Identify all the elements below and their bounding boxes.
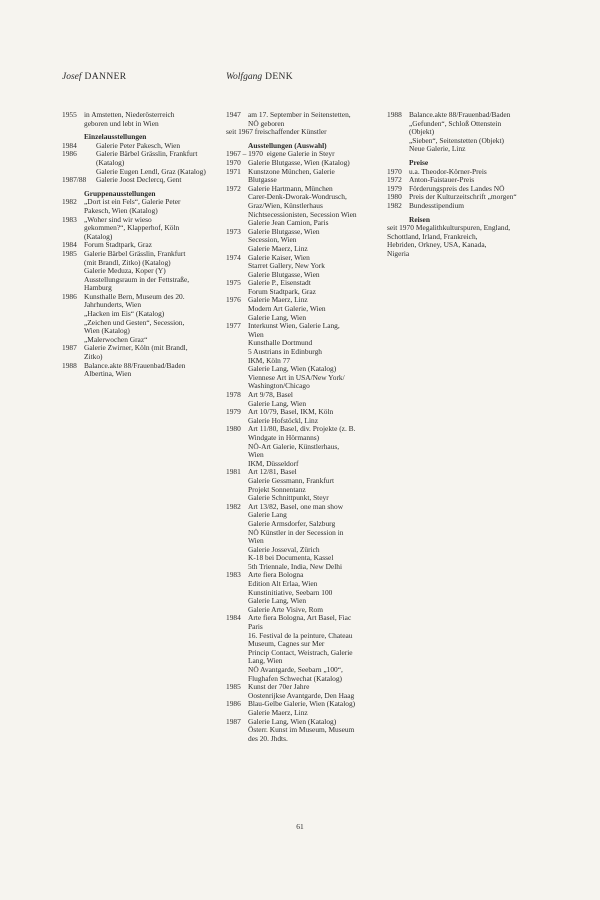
entry-year: 1986 (62, 149, 77, 159)
list-item (226, 425, 386, 468)
entry-text: Balance.akte 88/Frauenbad/Baden Albertina, Wien (84, 360, 186, 379)
entry-text: Art 10/79, Basel, IKM, Köln Galerie Hofstöckl, Linz (248, 407, 334, 425)
entry-text: Galerie Joost Declercq, Gent (96, 175, 182, 185)
entry-text: Galerie Kaiser, Wien Starret Gallery, New York Galerie Blutgasse, Wien (248, 252, 325, 279)
entry-text: Förderungspreis des Landes NÖ (409, 183, 505, 193)
list-item (226, 168, 386, 185)
entry-text: Balance.akte 88/Frauenbad/Baden „Gefunden“, Schloß Ottenstein (Objekt) „Sieben“, Seitenstetten (Objekt) Neue Galerie, Linz (409, 110, 511, 154)
denk-bio (226, 111, 386, 128)
list-item (226, 683, 386, 700)
entry-year: 1982 (387, 200, 402, 210)
entry-year: 1947 (226, 110, 241, 119)
entry-year: 1987 (62, 343, 77, 353)
entry-year: 1982 (62, 197, 77, 207)
list-item (226, 111, 386, 128)
section-heading-reisen: Reisen (409, 214, 430, 224)
artist-heading-denk (226, 72, 293, 82)
entry-text: Galerie Hartmann, München Carer-Denk-Dworak-Wondrusch, Graz/Wien, Künstlerhaus Nichtsecessionisten, Secession Wien Galerie Jean Camion, Paris (248, 183, 357, 228)
list-item (226, 408, 386, 425)
entry-text: Galerie Maerz, Linz Modern Art Galerie, Wien Galerie Lang, Wien (248, 295, 326, 322)
entry-text: Art 12/81, Basel Galerie Gessmann, Frankfurt Projekt Sonnentanz Galerie Schnittpunkt, Steyr (248, 467, 334, 503)
entry-year: 1976 (226, 295, 241, 305)
list-item (62, 344, 220, 361)
list-item (62, 293, 220, 345)
entry-year: 1987/88 (62, 175, 87, 185)
entry-text: Forum Stadtpark, Graz (84, 240, 152, 250)
entry-text: Galerie Bärbel Grässlin, Frankfurt (mit Brandl, Zitko) (Katalog) Galerie Meduza, Koper (Y) Ausstellungsraum in der Fettstraße, Hamburg (84, 248, 190, 293)
entry-year: 1987 (226, 716, 241, 726)
denk-ausstellungen-first-line: 1967 – 1970 eigene Galerie in Steyr (226, 149, 335, 159)
entry-year: 1984 (62, 140, 77, 150)
danner-bio (62, 111, 220, 128)
entry-text: Art 13/82, Basel, one man show Galerie Lang Galerie Armsdorfer, Salzburg NÖ Künstler in der Secession in Wien Galerie Josseval, Zürich K-18 bei Documenta, Kassel 5th Triennale, India, New Delhi (248, 501, 344, 571)
entry-year: 1979 (226, 407, 241, 417)
list-item (62, 150, 220, 176)
entry-text: Bundesstipendium (409, 200, 465, 210)
artist-last-name: DENK (265, 72, 294, 82)
denk-bio-line: seit 1967 freischaffender Künstler (226, 127, 327, 137)
denk-ausstellungen-cont (387, 111, 537, 154)
entry-year: 1986 (62, 291, 77, 301)
entry-year: 1970 (387, 166, 402, 176)
entry-text: „Woher sind wir wieso gekommen?“, Klapperhof, Köln (Katalog) (84, 214, 180, 241)
entry-year: 1974 (226, 252, 241, 262)
danner-einzelausstellungen-list (62, 142, 220, 185)
entry-year: 1978 (226, 390, 241, 399)
list-item (226, 228, 386, 254)
entry-text: Art 11/80, Basel, div. Projekte (z. B. Windgate in Hörmanns) NÖ-Art Galerie, Künstlerhaus, Wien IKM, Düsseldorf (248, 424, 356, 468)
list-item (387, 224, 537, 258)
list-item (62, 111, 220, 128)
entry-year: 1982 (226, 501, 241, 511)
entry-text: „Dort ist ein Fels“, Galerie Peter Pakesch, Wien (Katalog) (84, 197, 181, 215)
list-item (387, 202, 537, 211)
list-item (226, 700, 386, 717)
list-item (62, 250, 220, 293)
entry-year: 1988 (387, 110, 402, 119)
entry-year: 1975 (226, 278, 241, 288)
entry-year: 1980 (387, 192, 402, 202)
entry-text: Galerie Bärbel Grässlin, Frankfurt (Katalog) Galerie Eugen Lendl, Graz (Katalog) (96, 149, 206, 176)
entry-text: Preis der Kulturzeitschrift „morgen“ (409, 192, 517, 202)
entry-text: Kunstzone München, Galerie Blutgasse (248, 166, 335, 185)
entry-year: 1972 (226, 183, 241, 193)
entry-text: Arte fiera Bologna, Art Basel, Fiac Paris 16. Festival de la peinture, Chateau Museum, Cagnes sur Mer Princip Contact, Weistrach, Galerie Lang, Wien NÖ Avantgarde, Seebarn „100“, Flughafen Schwechat (Katalog) (248, 613, 353, 683)
list-item (226, 391, 386, 408)
entry-year: 1973 (226, 226, 241, 236)
entry-text: Galerie Zwirner, Köln (mit Brandl, Zitko) (84, 343, 188, 362)
list-item (226, 254, 386, 280)
list-item (62, 216, 220, 242)
denk-preise-list (387, 168, 537, 211)
section-heading-einzelausstellungen: Einzelausstellungen (84, 132, 147, 142)
denk-reisen-list (387, 224, 537, 258)
entry-text: in Amstetten, Niederösterreich geboren und lebt in Wien (84, 110, 175, 128)
entry-text: Galerie Peter Pakesch, Wien (96, 140, 181, 150)
artist-first-name: Wolfgang (226, 72, 263, 82)
entry-year: seit 1970 (387, 223, 414, 233)
entry-year: 1988 (62, 360, 77, 370)
list-item (226, 322, 386, 391)
list-item (226, 296, 386, 322)
entry-text: Kunst der 70er Jahre Oostenrijkse Avantgarde, Den Haag (248, 682, 355, 700)
list-item (387, 111, 537, 154)
entry-text: Galerie Blutgasse, Wien (Katalog) (248, 157, 350, 167)
entry-year: 1985 (226, 682, 241, 692)
entry-year: 1986 (226, 699, 241, 709)
entry-year: 1972 (387, 175, 402, 185)
entry-year: 1983 (62, 214, 77, 224)
entry-text: Galerie Lang, Wien (Katalog) Österr. Kunst im Museum, Museum des 20. Jhdts. (248, 716, 355, 743)
entry-year: 1981 (226, 467, 241, 477)
entry-year: 1984 (62, 240, 77, 250)
entry-text: Anton-Faistauer-Preis (409, 175, 475, 185)
entry-text: Galerie P., Eisenstadt Forum Stadtpark, Graz (248, 278, 316, 296)
list-item (226, 185, 386, 228)
entry-text: Arte fiera Bologna Edition Alt Erlaa, Wien Kunstinitiative, Seebarn 100 Galerie Lang, Wien Galerie Arte Visive, Rom (248, 570, 333, 614)
danner-column (62, 111, 220, 379)
list-item (226, 718, 386, 744)
entry-year: 1970 (226, 157, 241, 167)
entry-year: 1984 (226, 613, 241, 623)
section-heading-gruppenausstellungen: Gruppenausstellungen (84, 188, 156, 198)
list-item (226, 503, 386, 572)
list-item (226, 279, 386, 296)
entry-year: 1979 (387, 183, 402, 193)
section-heading-preise: Preise (409, 157, 429, 167)
denk-column (226, 111, 386, 743)
entry-text: am 17. September in Seitenstetten, NÖ geboren (248, 110, 351, 128)
entry-year: 1955 (62, 110, 77, 119)
list-item (62, 198, 220, 215)
entry-year: 1971 (226, 166, 241, 176)
page-number: 61 (296, 822, 304, 831)
danner-gruppenausstellungen-list (62, 198, 220, 378)
entry-text: Kunsthalle Bern, Museum des 20. Jahrhunderts, Wien „Hacken im Eis“ (Katalog) „Zeichen und Gesten“, Secession, Wien (Katalog) „Malerwochen Graz“ (84, 291, 185, 344)
entry-year: 1983 (226, 570, 241, 580)
section-heading-ausstellungen: Ausstellungen (Auswahl) (248, 140, 327, 150)
entry-text: Blau-Gelbe Galerie, Wien (Katalog) Galerie Maerz, Linz (248, 699, 356, 717)
denk-column-continued (387, 111, 537, 259)
entry-text: Galerie Blutgasse, Wien Secession, Wien Galerie Maerz, Linz (248, 226, 320, 253)
artist-first-name: Josef (62, 72, 82, 82)
list-item (226, 468, 386, 502)
entry-text: Interkunst Wien, Galerie Lang, Wien Kunsthalle Dortmund 5 Austrians in Edinburgh IKM, Köln 77 Galerie Lang, Wien (Katalog) Viennese Art in USA/New York/ Washington/Chicago (248, 321, 345, 391)
entry-text: Megalithkulturspuren, England, Schottland, Irland, Frankreich, Hebriden, Orkney, USA, Kanada, Nigeria (387, 223, 511, 258)
entry-text: u.a. Theodor-Körner-Preis (409, 166, 487, 176)
list-item (62, 362, 220, 379)
list-item (226, 571, 386, 614)
denk-ausstellungen-list (226, 159, 386, 743)
list-item (226, 614, 386, 683)
entry-text: Art 9/78, Basel Galerie Lang, Wien (248, 390, 307, 408)
entry-year: 1980 (226, 424, 241, 434)
list-item (62, 176, 220, 185)
artist-heading-danner (62, 72, 127, 82)
artist-last-name: DANNER (84, 72, 127, 82)
entry-year: 1977 (226, 321, 241, 331)
entry-year: 1985 (62, 248, 77, 258)
